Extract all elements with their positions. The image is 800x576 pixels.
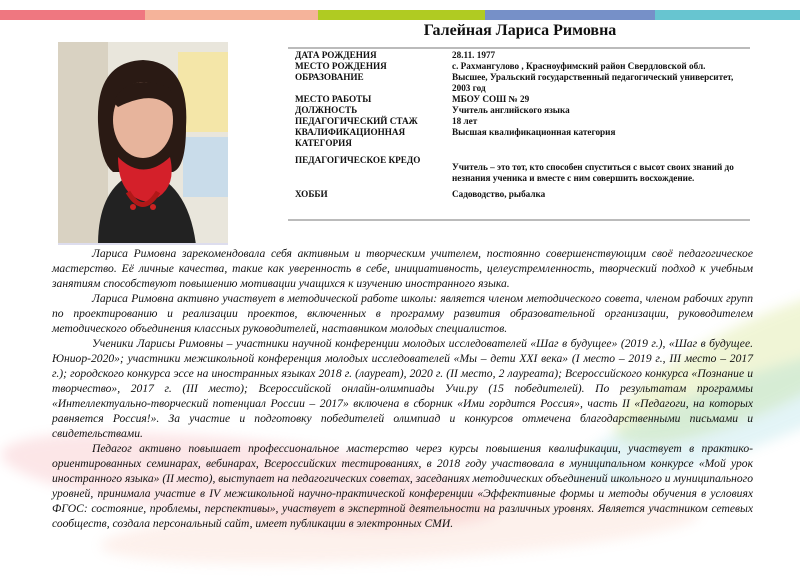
label-workplace: МЕСТО РАБОТЫ <box>295 94 372 104</box>
label-credo: ПЕДАГОГИЧЕСКОЕ КРЕДО <box>295 155 421 165</box>
label-education: ОБРАЗОВАНИЕ <box>295 72 364 82</box>
label-position: ДОЛЖНОСТЬ <box>295 105 358 115</box>
paragraph: Педагог активно повышает профессиональное мастерство через курсы повышения квалификации, участвует в практико-ориентированных семинарах, вебинарах, Всероссийских тестированиях, в 2018 году участвовала в муниципальном конкурсе «Мой урок иностранного языка» (II место), выступает на педагогических советах, заседаниях методических объединений школьного и муниципального уровней, принимала участие в IV межшкольной научно-практической конференции «Эффективные формы и методы обучения в условиях ФГОС: состояние, проблемы, перспективы», участвует в экспертной деятельности на различных уровнях. Является участником сетевых сообществ, создала персональный сайт, имеет публикации в электронных СМИ. <box>52 442 753 530</box>
value-experience: 18 лет <box>452 116 478 126</box>
value-credo: Учитель – это тот, кто способен спуститься с высот своих знаний до <box>452 162 734 172</box>
value-birth-date: 28.11. 1977 <box>452 50 496 60</box>
divider-top <box>288 47 750 49</box>
value-education-year: 2003 год <box>452 83 486 93</box>
divider-bottom <box>288 219 750 221</box>
paragraph: Ученики Ларисы Римовны – участники научной конференции молодых исследователей «Шаг в будущее» (2019 г.), «Шаг в будущее. Юниор-2020»; участники межшкольной конференция молодых исследователей «Мы – дети XXI века» (I место – 2019 г., III место – 2017 г.); городского конкурса эссе на иностранных языках 2018 г. (лауреат), 2020 г. (II место, 2 лауреата); Всероссийского конкурса «Познание и творчество», 2017 г. (III место); Всероссийской онлайн-олимпиады Учи.ру (15 победителей). По результатам программы «Интеллектуально-творческий потенциал России – 2017» включена в сборник «Ими гордится Россия», часть II «Педагоги, на которых равняется Россия!». За участие и подготовку победителей олимпиад и конкурсов отмечена благодарственными письмами и свидетельствами. <box>52 337 753 440</box>
stripe-green <box>318 10 485 20</box>
label-birth-date: ДАТА РОЖДЕНИЯ <box>295 50 377 60</box>
stripe-pink <box>0 10 145 20</box>
value-credo-2: незнания ученика и вместе с ним совершить восхождение. <box>452 173 695 183</box>
page-title: Галейная Лариса Римовна <box>423 22 617 39</box>
label-experience: ПЕДАГОГИЧЕСКИЙ СТАЖ <box>295 116 418 126</box>
label-hobby: ХОББИ <box>295 189 328 199</box>
value-workplace: МБОУ СОШ № 29 <box>452 94 530 104</box>
stripe-peach <box>145 10 318 20</box>
value-education: Высшее, Уральский государственный педагогический университет, <box>452 72 734 82</box>
value-qualification: Высшая квалификационная категория <box>452 127 616 137</box>
label-qualification-2: КАТЕГОРИЯ <box>295 138 352 148</box>
paragraph: Лариса Римовна активно участвует в методической работе школы: является членом методического совета, членом рабочих групп по проектированию и реализации проектов, включенных в программу развития образовательной организации, руководителем методического объединения классных руководителей, наставником молодых специалистов. <box>52 292 753 335</box>
stripe-teal <box>655 10 800 20</box>
value-hobby: Садоводство, рыбалка <box>452 189 546 199</box>
paragraph: Лариса Римовна зарекомендовала себя активным и творческим учителем, постоянно совершенствующим своё педагогическое мастерство. Её личные качества, такие как уверенность в себе, инициативность, целеустремленность, творческий подход к учебным занятиям способствуют повышению мотивации учащихся к изучению иностранного языка. <box>52 247 753 290</box>
stripe-blue <box>485 10 655 20</box>
portrait-photo <box>58 42 228 245</box>
biography-text <box>52 246 753 531</box>
value-position: Учитель английского языка <box>452 105 570 115</box>
value-birth-place: с. Рахмангулово , Красноуфимский район Свердловской обл. <box>452 61 706 71</box>
label-birth-place: МЕСТО РОЖДЕНИЯ <box>295 61 387 71</box>
label-qualification: КВАЛИФИКАЦИОННАЯ <box>295 127 406 137</box>
